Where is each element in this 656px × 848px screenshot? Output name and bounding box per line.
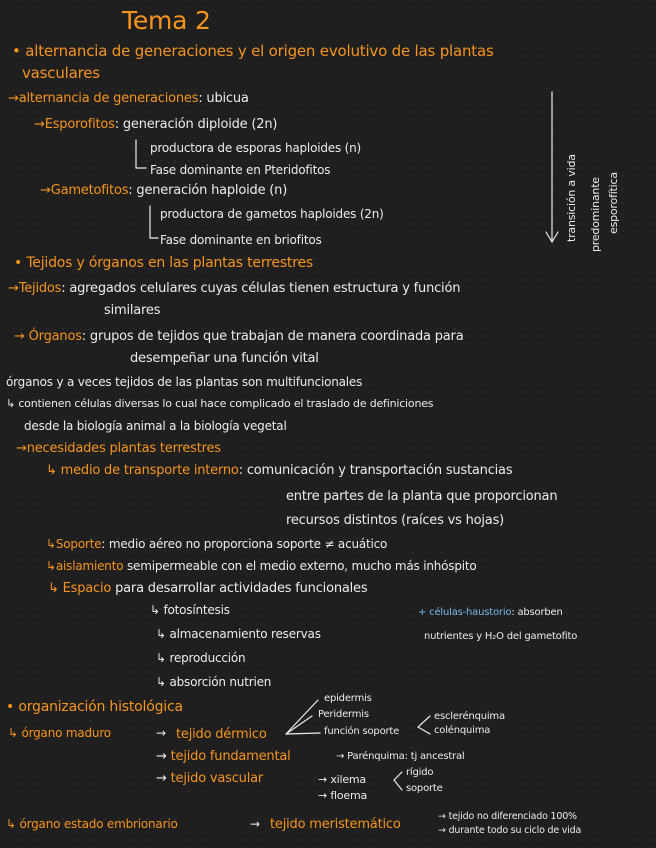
vascular-branch: → floema — [318, 789, 367, 802]
tejido-vascular-label: tejido vascular — [170, 771, 264, 786]
heading-line-1: alternancia de generaciones y el origen evolutivo de las plantas — [25, 42, 494, 60]
heading-line-2: vasculares — [22, 64, 100, 82]
tejido-dermico-label: tejido dérmico — [176, 727, 267, 742]
soporte2-text: soporte — [406, 783, 443, 794]
haustorio-label: + células-haustorio — [418, 607, 512, 618]
arrow-icon: → — [16, 441, 27, 456]
funcion-item: ↳ almacenamiento reservas — [156, 627, 321, 641]
heading-text: organización histológica — [18, 699, 183, 715]
soporte-tejido: colénquima — [434, 725, 491, 736]
haustorio-value: : absorben — [511, 607, 563, 618]
arrow-icon: ↳ — [46, 559, 56, 573]
gametofitos-line-2: productora de gametos haploides (2n) — [160, 207, 384, 221]
parenquima-text: → Parénquima: tj ancestral — [336, 751, 465, 762]
arrow-icon: → — [40, 183, 51, 198]
arrow-icon: ↳ — [48, 581, 59, 596]
organos-line-2: desempeñar una función vital — [130, 351, 319, 366]
meristematico-note: → durante todo su ciclo de vida — [438, 825, 582, 836]
rigido-text: rígido — [406, 767, 434, 778]
page-title: Tema 2 — [122, 6, 211, 35]
side-note-line-3: esporofítica — [607, 172, 620, 234]
funcion-item: ↳ absorción nutrien — [156, 675, 272, 689]
tejido-fundamental-label: tejido fundamental — [170, 749, 291, 764]
organo-embrionario-label: ↳ órgano estado embrionario — [6, 817, 178, 831]
espacio-value: para desarrollar actividades funcionales — [115, 581, 368, 596]
tejidos-label: Tejidos — [18, 281, 62, 296]
alternancia-label: alternancia de generaciones — [18, 91, 199, 106]
haustorio-line-2: nutrientes y H₂O del gametofito — [424, 631, 578, 642]
tejido-meristematico-label: tejido meristemático — [270, 817, 401, 832]
organos-label: Órganos — [28, 329, 82, 344]
arrow-icon: → — [156, 771, 167, 786]
gametofitos-value: : generación haploide (n) — [128, 183, 288, 198]
tejidos-line-2: similares — [104, 303, 161, 318]
transporte-label: medio de transporte interno — [60, 463, 239, 478]
aislamiento-label: aislamiento — [55, 559, 124, 573]
bracket-line — [150, 206, 158, 238]
arrow-icon: → — [8, 281, 19, 296]
soporte-value: : medio aéreo no proporciona soporte ≠ acuático — [101, 537, 388, 551]
organos-value: : grupos de tejidos que trabajan de manera coordinada para — [81, 329, 464, 344]
necesidades-label: necesidades plantas terrestres — [26, 441, 221, 456]
arrow-icon: ↳ — [46, 463, 57, 478]
arrow-icon: → — [156, 726, 166, 740]
side-note-line-1: transición a vida — [565, 154, 578, 242]
bullet: • — [12, 42, 21, 60]
soporte-tejido: esclerénquima — [434, 711, 505, 722]
funcion-item: ↳ fotosíntesis — [150, 603, 230, 617]
tejidos-value: : agregados celulares cuyas células tienen estructura y función — [61, 281, 461, 296]
dermico-branch: Peridermis — [318, 709, 369, 720]
esporofitos-value: : generación diploide (2n) — [114, 117, 278, 132]
bullet: • — [14, 255, 23, 271]
transporte-line-3: recursos distintos (raíces vs hojas) — [286, 513, 505, 528]
transporte-value: : comunicación y transportación sustancias — [238, 463, 513, 478]
dermico-branch: función soporte — [324, 726, 400, 737]
arrow-icon: → — [250, 817, 260, 831]
arrow-icon: → — [8, 91, 19, 106]
arrow-icon: ↳ — [46, 537, 56, 551]
organo-maduro-label: ↳ órgano maduro — [8, 726, 111, 740]
multifuncional-line-3: desde la biología animal a la biología vegetal — [24, 419, 287, 433]
esporofitos-label: Esporofitos — [44, 117, 115, 132]
arrow-icon: → — [156, 749, 167, 764]
dermico-branch: epidermis — [324, 693, 372, 704]
alternancia-value: : ubicua — [198, 91, 249, 106]
vascular-branch: → xilema — [318, 773, 366, 786]
multifuncional-line-1: órganos y a veces tejidos de las plantas son multifuncionales — [6, 375, 363, 389]
heading-text: Tejidos y órganos en las plantas terrestres — [26, 255, 313, 271]
aislamiento-value: semipermeable con el medio externo, mucho más inhóspito — [123, 559, 477, 573]
soporte-label: Soporte — [55, 537, 102, 551]
espacio-label: Espacio — [62, 581, 112, 596]
esporofitos-line-2: productora de esporas haploides (n) — [150, 141, 361, 155]
bullet: • — [6, 699, 15, 715]
bracket-line — [136, 140, 146, 168]
gametofitos-label: Gametofitos — [50, 183, 129, 198]
meristematico-note: → tejido no diferenciado 100% — [438, 811, 577, 822]
transporte-line-2: entre partes de la planta que proporcionan — [286, 489, 558, 504]
esporofitos-line-3: Fase dominante en Pteridofitos — [150, 163, 331, 177]
multifuncional-line-2: ↳ contienen células diversas lo cual hace complicado el traslado de definiciones — [6, 397, 434, 410]
funcion-item: ↳ reproducción — [156, 651, 246, 665]
arrow-icon: → — [34, 117, 45, 132]
gametofitos-line-3: Fase dominante en briofitos — [160, 233, 322, 247]
side-note-line-2: predominante — [589, 177, 602, 252]
arrow-icon: → — [14, 329, 25, 344]
